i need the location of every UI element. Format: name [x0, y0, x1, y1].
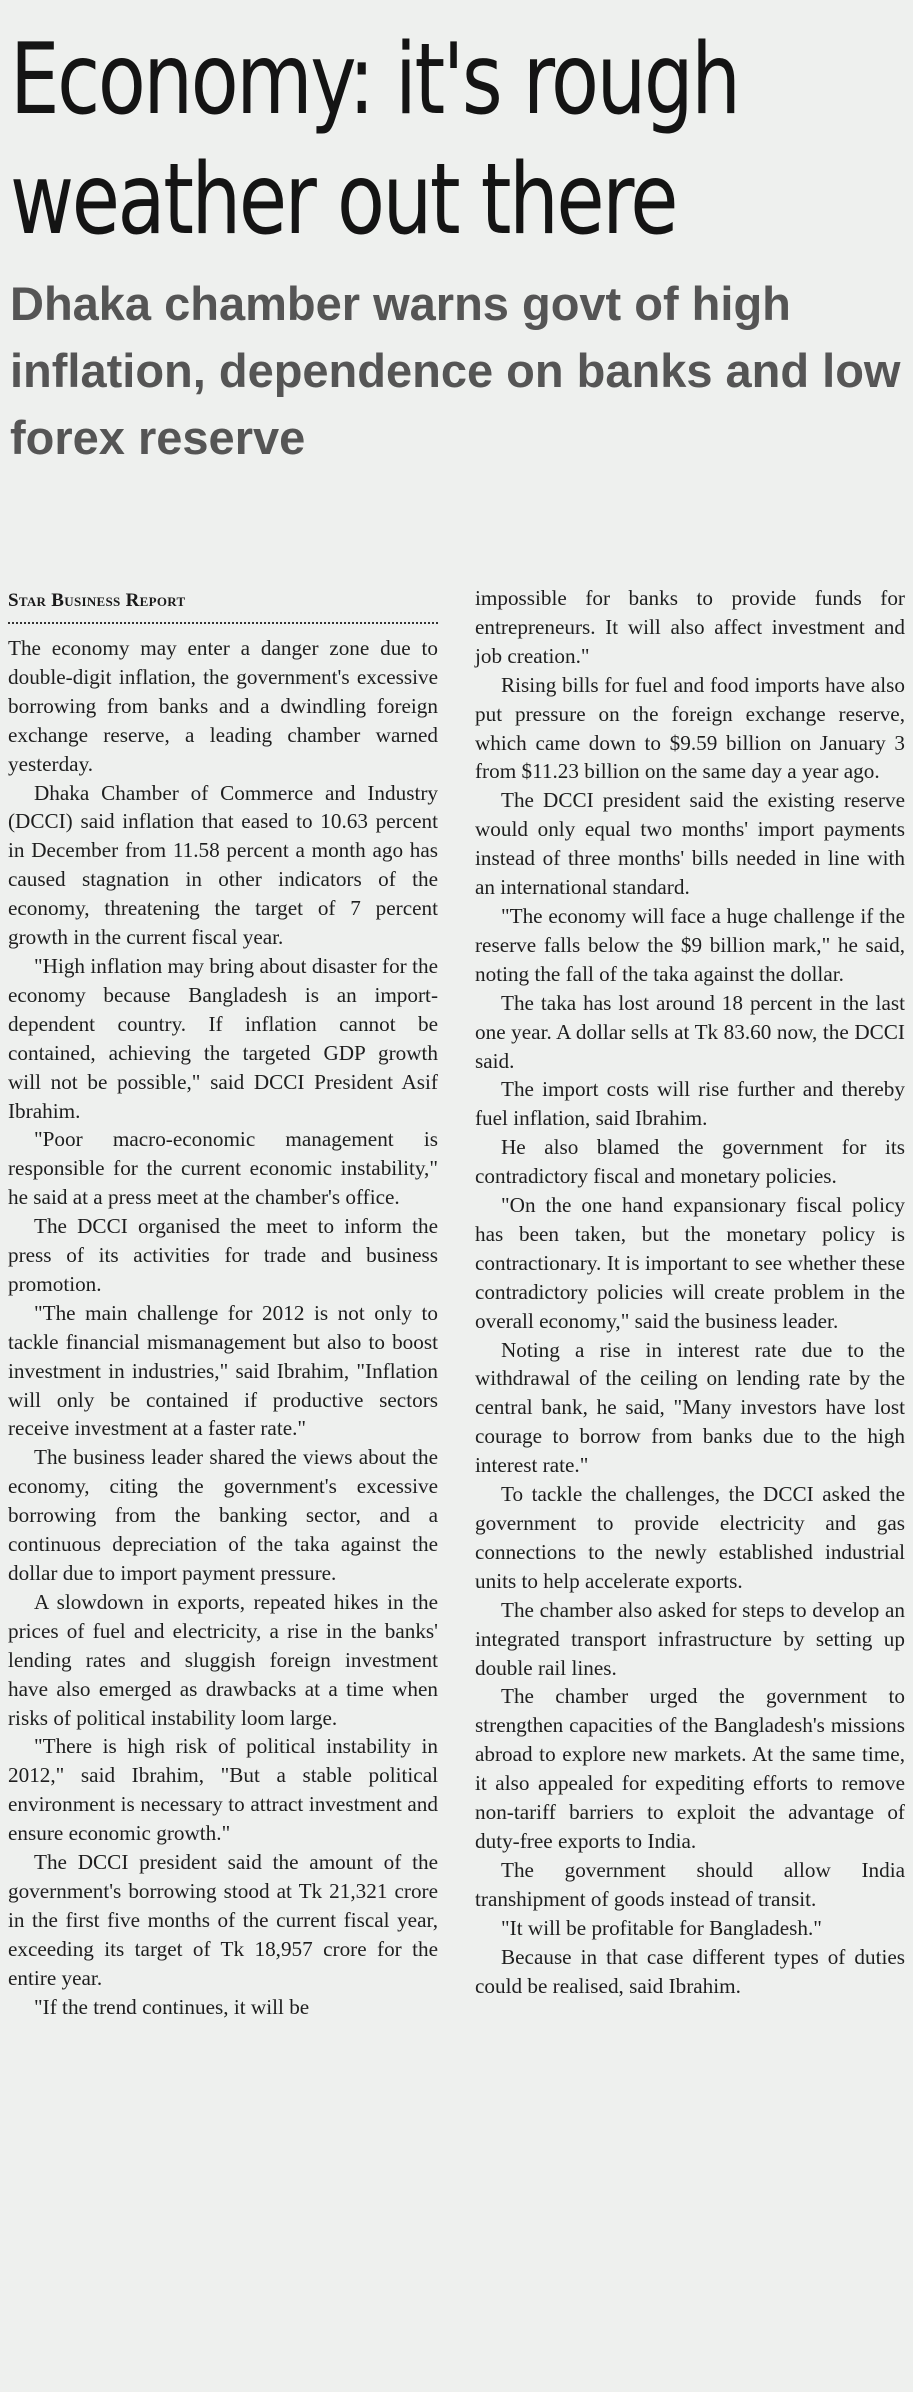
paragraph: Because in that case different types of duties could be realised, said Ibrahim. [475, 1944, 905, 1998]
paragraph: The taka has lost around 18 percent in the last one year. A dollar sells at Tk 83.60 now, the DCCI said. [475, 990, 905, 1073]
paragraph: To tackle the challenges, the DCCI asked the government to provide electricity and gas connections to the newly established industrial units to help accelerate exports. [475, 1482, 905, 1593]
paragraph: "Poor macro-economic management is responsible for the current economic instability," he said at a press meet at the chamber's office. [8, 1127, 438, 1210]
paragraph: The business leader shared the views about the economy, citing the government's excessive borrowing from the banking sector, and a continuous depreciation of the taka against the dollar due to import payment pressure. [8, 1445, 438, 1585]
paragraph: "There is high risk of political instability in 2012," said Ibrahim, "But a stable political environment is necessary to attract investment and ensure economic growth." [8, 1734, 438, 1846]
article-body [8, 584, 905, 2022]
headline: Economy: it's rough weather out there [10, 23, 739, 257]
paragraph: Dhaka Chamber of Commerce and Industry (DCCI) said inflation that eased to 10.63 percent in December from 11.58 percent a month ago has caused stagnation in other indicators of the economy, threatening the target of 7 percent growth in the current fiscal year. [8, 780, 438, 950]
paragraph: "It will be profitable for Bangladesh." [501, 1915, 822, 1940]
paragraph: "On the one hand expansionary fiscal policy has been taken, but the monetary policy is contractionary. It is important to see whether these contradictory policies will create problem in the overall economy," said the business leader. [475, 1193, 905, 1333]
paragraph: Noting a rise in interest rate due to the withdrawal of the ceiling on lending rate by the central bank, he said, "Many investors have lost courage to borrow from banks due to the high interest rate." [475, 1337, 905, 1478]
paragraph: The economy may enter a danger zone due to double-digit inflation, the government's excessive borrowing from banks and a dwindling foreign exchange reserve, a leading chamber warned yesterday. [8, 636, 438, 776]
paragraph: Rising bills for fuel and food imports have also put pressure on the foreign exchange reserve, which came down to $9.59 billion on January 3 from $11.23 billion on the same day a year ago. [475, 672, 905, 784]
left-column [8, 584, 438, 2022]
paragraph: The chamber urged the government to strengthen capacities of the Bangladesh's missions abroad to explore new markets. At the same time, it also appealed for expediting efforts to remove non-tariff barriers to exploit the advantage of duty-free exports to India. [475, 1684, 905, 1853]
paragraph: He also blamed the government for its contradictory fiscal and monetary policies. [475, 1135, 905, 1189]
paragraph: "The economy will face a huge challenge if the reserve falls below the $9 billion mark," he said, noting the fall of the taka against the dollar. [475, 903, 905, 986]
paragraph: The chamber also asked for steps to develop an integrated transport infrastructure by setting up double rail lines. [475, 1597, 905, 1680]
paragraph: "If the trend continues, it will be [34, 1994, 310, 2019]
byline: Star Business Report [8, 590, 186, 611]
paragraph: The government should allow India transhipment of goods instead of transit. [475, 1857, 905, 1911]
paragraph: impossible for banks to provide funds for entrepreneurs. It will also affect investment and job creation." [475, 586, 905, 668]
paragraph: The DCCI organised the meet to inform the press of its activities for trade and business promotion. [8, 1214, 438, 1296]
paragraph: A slowdown in exports, repeated hikes in the prices of fuel and electricity, a rise in the banks' lending rates and sluggish foreign investment have also emerged as drawbacks at a time when risks of political instability loom large. [8, 1589, 438, 1730]
subheadline: Dhaka chamber warns govt of high inflation, dependence on banks and low forex reserve [10, 277, 901, 464]
paragraph: The DCCI president said the amount of the government's borrowing stood at Tk 21,321 crore in the first five months of the current fiscal year, exceeding its target of Tk 18,957 crore for the entire year. [8, 1850, 438, 1990]
paragraph: "High inflation may bring about disaster for the economy because Bangladesh is an import-dependent country. If inflation cannot be contained, achieving the targeted GDP growth will not be possible," said DCCI President Asif Ibrahim. [8, 953, 438, 1123]
paragraph: The DCCI president said the existing reserve would only equal two months' import payments instead of three months' bills needed in line with an international standard. [475, 788, 905, 900]
paragraph: The import costs will rise further and thereby fuel inflation, said Ibrahim. [475, 1077, 905, 1131]
paragraph: "The main challenge for 2012 is not only to tackle financial mismanagement but also to boost investment in industries," said Ibrahim, "Inflation will only be contained if productive sectors receive investment at a faster rate." [8, 1300, 438, 1441]
dotted-divider [8, 620, 438, 624]
right-column [475, 584, 905, 2022]
